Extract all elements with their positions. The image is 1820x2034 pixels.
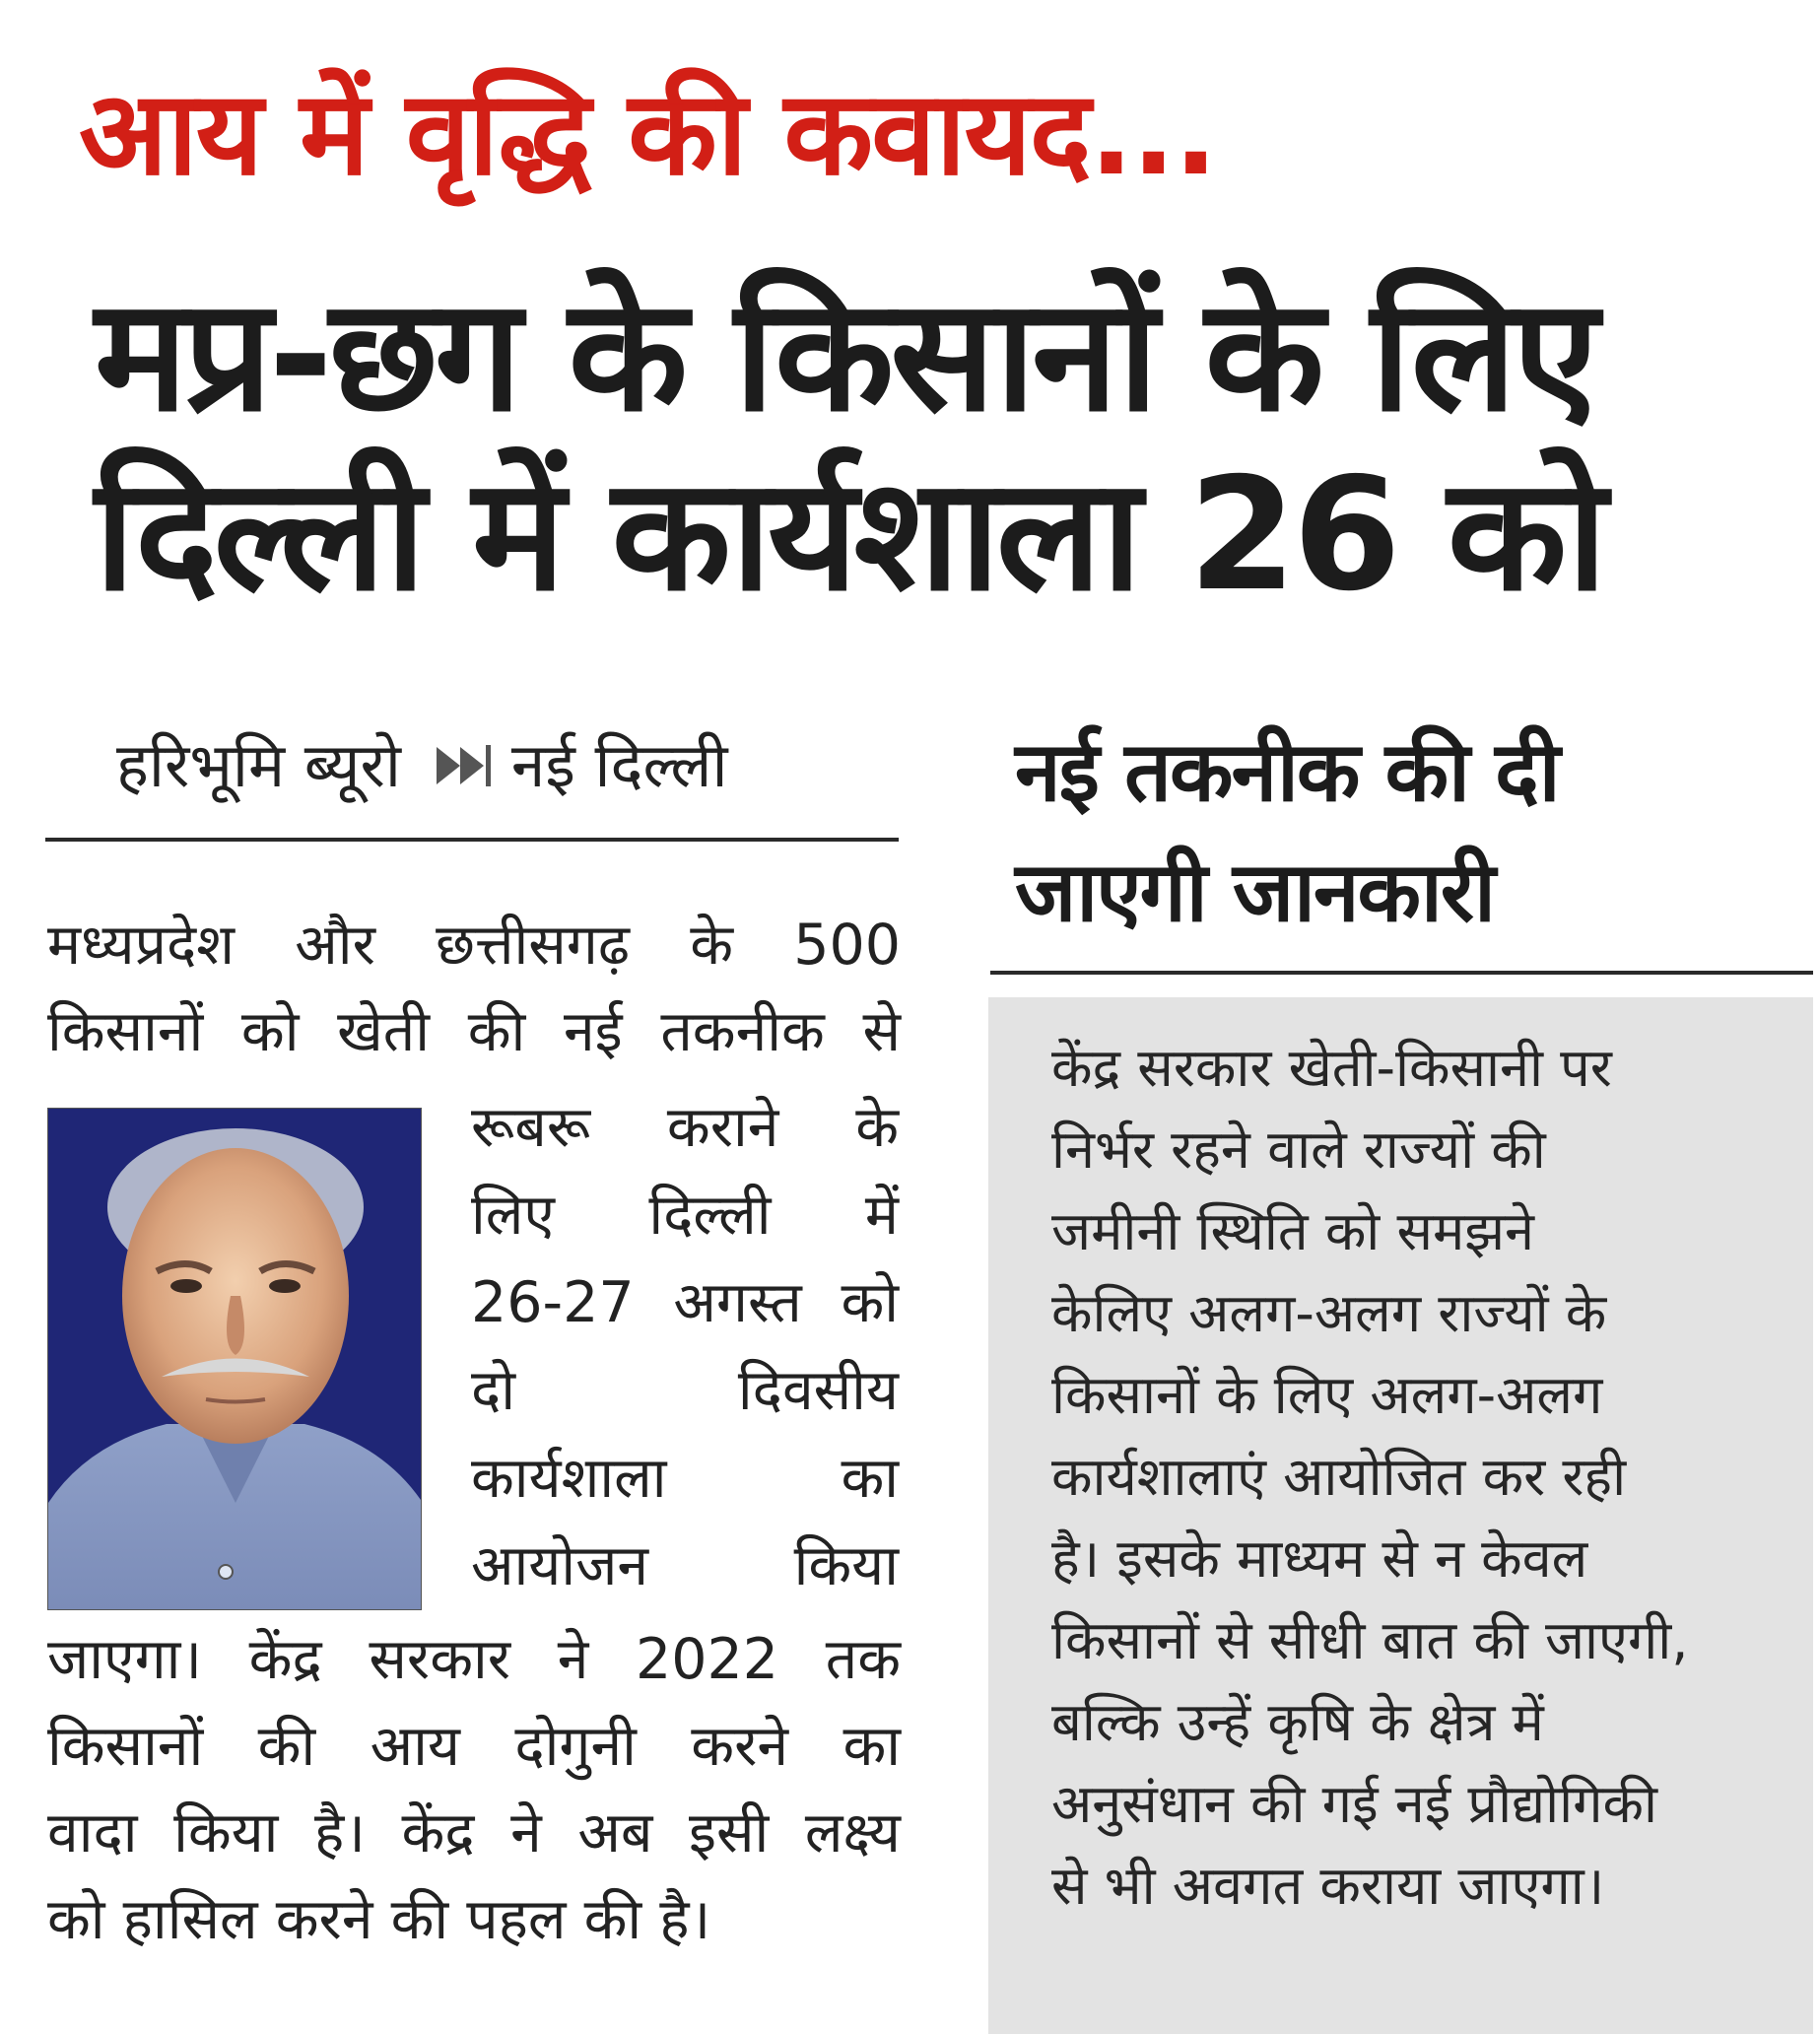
portrait-photo — [47, 1108, 422, 1610]
body-line: वादा किया है। केंद्र ने अब इसी लक्ष्य — [47, 1800, 901, 1865]
sidebar-line: किसानों से सीधी बात की जाएगी, — [1051, 1609, 1689, 1671]
subhead-line: नई तकनीक की दी — [1015, 723, 1559, 820]
subhead-line: जाएगी जानकारी — [1015, 844, 1494, 940]
sidebar-line: केलिए अलग-अलग राज्यों के — [1051, 1282, 1607, 1344]
headline-line: दिल्ली में कार्यशाला 26 को — [95, 444, 1604, 626]
body-line: आयोजन किया — [471, 1533, 899, 1598]
body-line: दो दिवसीय — [471, 1358, 899, 1423]
headline-line: मप्र-छग के किसानों के लिए — [95, 265, 1595, 446]
body-line: को हासिल करने की पहल की है। — [47, 1887, 711, 1952]
main-headline — [95, 266, 1809, 625]
fast-forward-icon — [435, 741, 502, 790]
sidebar-line: कार्यशालाएं आयोजित कर रही — [1051, 1446, 1627, 1508]
byline-source: हरिभूमि ब्यूरो — [116, 729, 401, 801]
divider — [45, 838, 899, 842]
article-body-wrap — [471, 1084, 899, 1610]
sidebar-body — [1051, 1027, 1800, 1927]
sidebar-subhead — [1015, 712, 1803, 952]
sidebar-line: किसानों के लिए अलग-अलग — [1051, 1364, 1603, 1426]
body-line: 26-27 अगस्त को — [471, 1270, 899, 1335]
body-line: लिए दिल्ली में — [471, 1183, 899, 1248]
byline — [116, 721, 728, 810]
divider — [990, 971, 1813, 975]
kicker-headline: आय में वृद्धि की कवायद... — [79, 65, 1216, 201]
sidebar-line: जमीनी स्थिति को समझने — [1051, 1200, 1535, 1262]
body-line: किसानों की आय दोगुनी करने का — [47, 1714, 901, 1779]
body-line: कार्यशाला का — [471, 1446, 899, 1511]
body-line: किसानों को खेती की नई तकनीक से — [47, 999, 901, 1064]
sidebar-line: निर्भर रहने वाले राज्यों की — [1051, 1119, 1546, 1181]
body-line: रूबरू कराने के — [471, 1095, 899, 1160]
sidebar-line: है। इसके माध्यम से न केवल — [1051, 1527, 1588, 1590]
byline-dateline: नई दिल्ली — [510, 729, 728, 801]
article-body-outro — [47, 1616, 901, 1963]
article-body-intro — [47, 902, 901, 1075]
body-line: जाएगा। केंद्र सरकार ने 2022 तक — [47, 1627, 901, 1692]
sidebar-line: अनुसंधान की गई नई प्रौद्योगिकी — [1051, 1773, 1657, 1835]
sidebar-line: बल्कि उन्हें कृषि के क्षेत्र में — [1051, 1691, 1544, 1753]
sidebar-box — [988, 997, 1813, 2034]
sidebar-line: केंद्र सरकार खेती-किसानी पर — [1051, 1037, 1612, 1099]
sidebar-line: से भी अवगत कराया जाएगा। — [1051, 1855, 1605, 1917]
body-line: मध्यप्रदेश और छत्तीसगढ़ के 500 — [47, 913, 901, 978]
